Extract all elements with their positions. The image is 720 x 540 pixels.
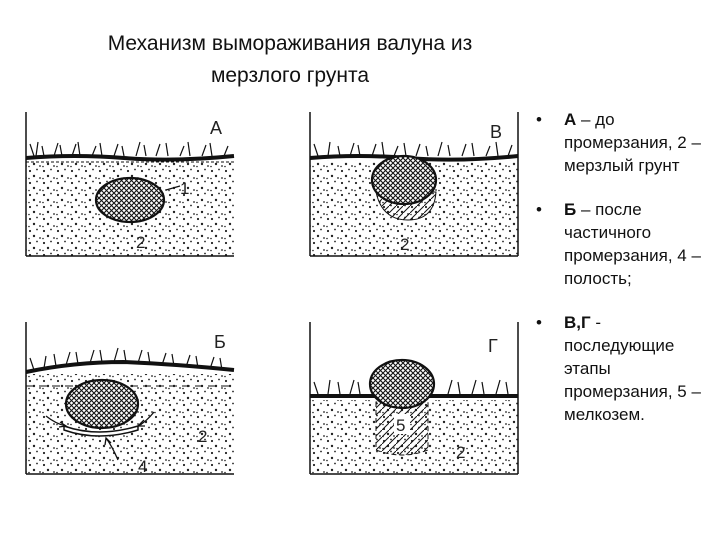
panel-letter-b: Б [214, 332, 226, 352]
boulder [370, 360, 434, 408]
bullet-icon: • [536, 200, 542, 219]
legend-key: В,Г [564, 313, 591, 332]
grass-icon [314, 142, 512, 156]
legend-list [530, 108, 715, 447]
label-boulder: 1 [180, 179, 190, 198]
boulder [96, 178, 164, 222]
legend-text: – до промерзания, 2 – мерзлый грунт [564, 110, 701, 175]
legend-key: А [564, 110, 577, 129]
panel-g-final-stage [298, 318, 523, 478]
grass-icon [30, 142, 228, 156]
title-line-2: мерзлого грунта [210, 64, 370, 87]
panel-b-partial-freezing [14, 318, 239, 478]
bullet-icon: • [536, 110, 542, 129]
legend-text: – после частичного промерзания, 4 – полость; [564, 200, 701, 288]
label-soil: 2 [400, 235, 410, 254]
panel-v-later-stage [298, 108, 523, 258]
panel-letter-a: А [210, 118, 223, 138]
panel-a-before-freezing [14, 108, 239, 258]
label-soil: 2 [198, 427, 208, 446]
panel-letter-g: Г [488, 336, 498, 356]
label-cavity: 4 [138, 457, 148, 476]
label-soil: 2 [136, 233, 146, 252]
label-soil: 2 [456, 443, 466, 462]
label-fines: 5 [396, 416, 406, 435]
panel-letter-v: В [490, 122, 503, 142]
legend-key: Б [564, 200, 577, 219]
legend-item-b [530, 198, 715, 290]
title-line-1: Механизм вымораживания валуна из [107, 32, 473, 55]
legend-item-vg [530, 311, 715, 426]
boulder [66, 380, 138, 428]
legend-text: - последующие этапы промерзания, 5 – мелкозем. [564, 313, 701, 424]
diagram-title [40, 28, 540, 92]
boulder [372, 156, 436, 204]
bullet-icon: • [536, 313, 542, 332]
legend-item-a [530, 108, 715, 177]
